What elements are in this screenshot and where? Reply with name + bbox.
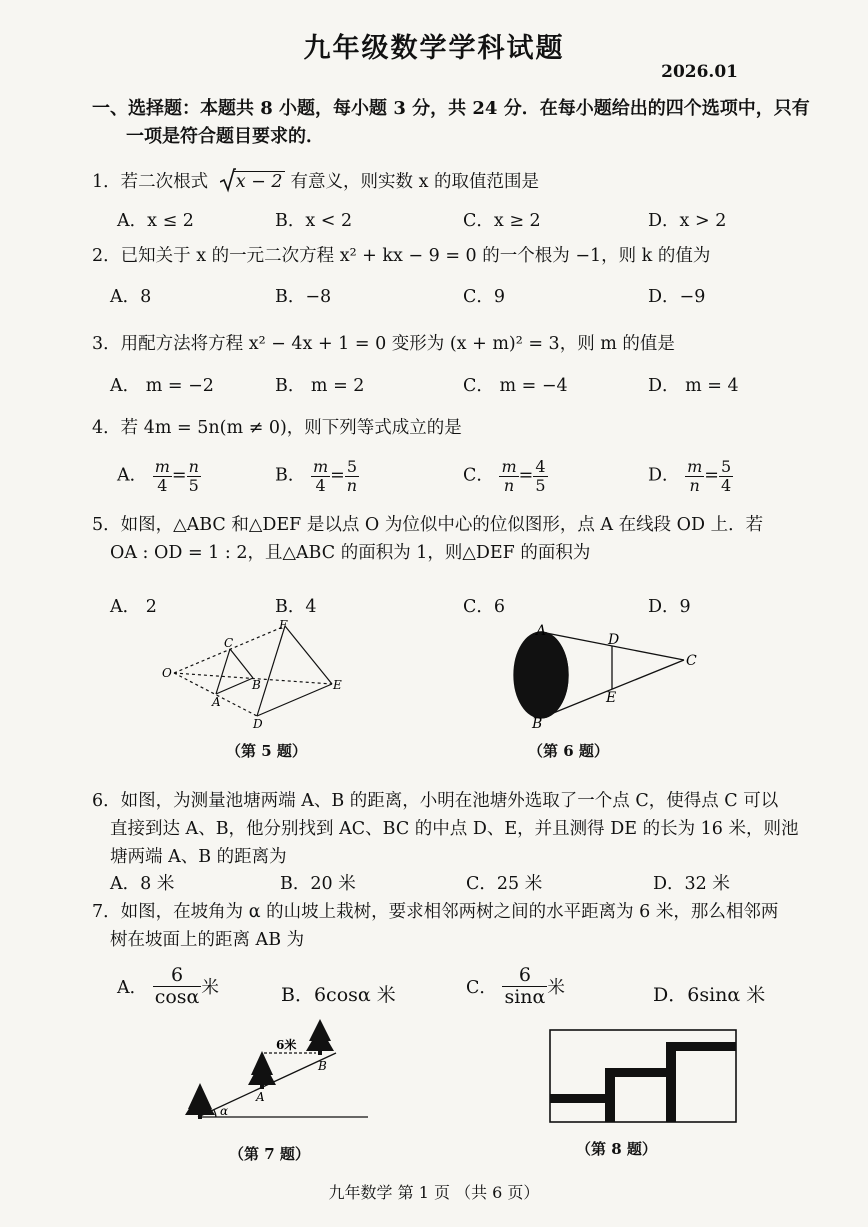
- question-number: 6．: [92, 791, 121, 811]
- figure-8-caption: （第 8 题）: [576, 1140, 657, 1158]
- q4-option-a[interactable]: A． $\frac{m}{4}$ = $\frac{n}{5}$: [117, 457, 199, 495]
- denominator: 5: [188, 475, 199, 495]
- page-title: 九年级数学学科试题: [303, 33, 565, 64]
- q6-option-b[interactable]: B．20 米: [280, 874, 356, 894]
- q6-option-d[interactable]: D．32 米: [653, 874, 730, 894]
- fraction: [685, 458, 704, 494]
- fraction: [499, 458, 518, 494]
- fraction: [345, 458, 359, 494]
- point-label-o: O: [162, 666, 172, 680]
- figure-5-caption: （第 5 题）: [226, 742, 307, 760]
- figure-6-caption: （第 6 题）: [528, 742, 609, 760]
- option-label: D．: [653, 984, 688, 1006]
- point-label-d: D: [608, 632, 620, 648]
- question-2: [92, 242, 710, 267]
- point-label-f: F: [279, 618, 288, 632]
- point-label-e: E: [606, 690, 617, 706]
- q4-option-c[interactable]: C． $\frac{m}{n}$ = $\frac{4}{5}$: [463, 457, 546, 495]
- unit: 米: [547, 977, 565, 998]
- radical-expression: [220, 172, 285, 192]
- point-label-c: C: [224, 636, 234, 650]
- radicand: x − 2: [235, 172, 283, 192]
- exam-date: 2026.01: [661, 62, 738, 82]
- option-text: 6cosα 米: [313, 984, 396, 1006]
- point-label-e: E: [333, 678, 342, 692]
- figure-6-diagram: [500, 618, 710, 733]
- question-6-line2: 直接到达 A、B，他分别找到 AC、BC 的中点 D、E，并且测得 DE 的长为 16 米，则池: [110, 819, 799, 839]
- numerator: 6: [153, 965, 202, 987]
- q4-option-b[interactable]: B． $\frac{m}{4}$ = $\frac{5}{n}$: [275, 457, 358, 495]
- figure-5-diagram: [160, 618, 360, 733]
- q2-option-b[interactable]: B．−8: [275, 287, 332, 307]
- question-stem: 用配方法将方程 x² − 4x + 1 = 0 变形为 (x + m)² = 3，则 m 的值是: [120, 334, 675, 354]
- angle-label-alpha: α: [220, 1104, 229, 1118]
- denominator: 4: [315, 475, 326, 495]
- tree-icon: [248, 1051, 276, 1089]
- q4-option-d[interactable]: D． $\frac{m}{n}$ = $\frac{5}{4}$: [648, 457, 732, 495]
- question-number: 4．: [92, 418, 121, 438]
- numerator: 5: [345, 458, 359, 477]
- numerator: 5: [720, 457, 732, 476]
- q5-option-c[interactable]: C．6: [463, 597, 506, 617]
- point-label-a: A: [256, 1090, 265, 1104]
- distance-label: 6米: [276, 1038, 297, 1052]
- denominator: 4: [720, 475, 732, 495]
- q5-option-d[interactable]: D．9: [648, 597, 691, 617]
- q7-option-c[interactable]: [466, 965, 565, 1008]
- question-stem-cont: 有意义，则实数 x 的取值范围是: [290, 172, 540, 192]
- point-label-b: B: [252, 678, 261, 692]
- fraction: [153, 458, 172, 494]
- point-label-b: B: [532, 716, 543, 732]
- q3-option-a[interactable]: A． m = −2: [110, 376, 214, 396]
- option-text: 6sinα 米: [687, 984, 766, 1006]
- question-number: 1．: [92, 172, 121, 192]
- q5-option-a[interactable]: A． 2: [110, 597, 157, 617]
- question-7: [92, 898, 778, 923]
- numerator: m: [312, 457, 329, 476]
- radical-sign: [220, 168, 236, 194]
- fraction: [533, 458, 547, 494]
- question-1: [92, 168, 539, 193]
- q7-option-a[interactable]: [117, 965, 219, 1008]
- q2-option-a[interactable]: A．8: [110, 287, 152, 307]
- question-7-line2: 树在坡面上的距离 AB 为: [110, 930, 305, 950]
- numerator: m: [154, 457, 170, 476]
- q5-option-b[interactable]: B．4: [275, 597, 317, 617]
- question-stem: 如图，在坡角为 α 的山坡上栽树，要求相邻两树之间的水平距离为 6 米，那么相邻两: [120, 902, 779, 922]
- section-heading-line1: 一、选择题：本题共 8 小题，每小题 3 分，共 24 分．在每小题给出的四个选项中，只有: [92, 98, 810, 119]
- option-label: A．: [117, 465, 148, 486]
- point-label-d: D: [253, 717, 263, 731]
- figure-7-diagram: [180, 1015, 370, 1125]
- point-label-b: B: [318, 1059, 327, 1073]
- question-5: [92, 511, 763, 536]
- q7-option-b[interactable]: [281, 980, 396, 1007]
- denominator: cosα: [154, 985, 200, 1008]
- numerator: 4: [535, 457, 546, 476]
- q1-option-d[interactable]: D．x > 2: [648, 211, 727, 231]
- point-label-a: A: [536, 623, 547, 639]
- point-label-c: C: [686, 653, 697, 669]
- fraction: [187, 458, 201, 494]
- denominator: sinα: [504, 985, 546, 1008]
- question-4: [92, 414, 462, 439]
- question-stem: 已知关于 x 的一元二次方程 x² + kx − 9 = 0 的一个根为 −1，则 k 的值为: [120, 246, 711, 266]
- question-6-line3: 塘两端 A、B 的距离为: [110, 847, 287, 867]
- question-6: [92, 787, 778, 812]
- numerator: m: [687, 457, 703, 476]
- question-stem: 如图，为测量池塘两端 A、B 的距离，小明在池塘外选取了一个点 C，使得点 C 可以: [120, 791, 779, 811]
- numerator: m: [501, 457, 517, 476]
- q3-option-c[interactable]: C． m = −4: [463, 376, 568, 396]
- option-label: C．: [463, 465, 494, 486]
- point-label-a: A: [212, 695, 221, 709]
- question-3: [92, 330, 675, 355]
- question-5-line2: OA : OD = 1 : 2，且△ABC 的面积为 1，则△DEF 的面积为: [110, 543, 591, 563]
- question-stem: 若二次根式: [120, 172, 209, 192]
- section-heading-line2: 一项是符合题目要求的．: [126, 126, 324, 147]
- fraction: [153, 965, 202, 1008]
- question-number: 7．: [92, 902, 121, 922]
- denominator: n: [346, 475, 358, 495]
- question-stem: 若 4m = 5n(m ≠ 0)，则下列等式成立的是: [120, 418, 462, 438]
- q7-option-d[interactable]: [653, 980, 765, 1007]
- option-label: B．: [281, 984, 314, 1006]
- q1-option-b[interactable]: B．x < 2: [275, 211, 353, 231]
- denominator: 5: [535, 475, 546, 495]
- q3-option-d[interactable]: D． m = 4: [648, 376, 739, 396]
- option-label: B．: [275, 465, 306, 486]
- option-label: A．: [117, 977, 148, 998]
- q1-option-c[interactable]: C．x ≥ 2: [463, 211, 541, 231]
- fraction: [719, 458, 733, 494]
- tree-icon: [185, 1083, 215, 1119]
- q6-option-a[interactable]: A．8 米: [110, 874, 175, 894]
- figure-7-caption: （第 7 题）: [229, 1145, 310, 1163]
- option-label: D．: [648, 465, 680, 486]
- question-number: 5．: [92, 515, 121, 535]
- q6-option-c[interactable]: C．25 米: [466, 874, 543, 894]
- denominator: 4: [157, 475, 168, 495]
- tree-icon: [306, 1019, 334, 1055]
- q2-option-c[interactable]: C．9: [463, 287, 506, 307]
- denominator: n: [503, 475, 515, 495]
- page-footer: 九年数学 第 1 页 （共 6 页）: [328, 1183, 540, 1202]
- question-number: 2．: [92, 246, 121, 266]
- fraction: [311, 458, 330, 494]
- question-number: 3．: [92, 334, 121, 354]
- denominator: n: [689, 475, 700, 495]
- option-label: C．: [466, 977, 497, 998]
- numerator: n: [188, 457, 199, 476]
- numerator: 6: [502, 965, 547, 987]
- figure-8-diagram: [548, 1028, 740, 1126]
- q3-option-b[interactable]: B． m = 2: [275, 376, 365, 396]
- question-stem: 如图，△ABC 和△DEF 是以点 O 为位似中心的位似图形，点 A 在线段 OD 上．若: [120, 515, 764, 535]
- q1-option-a[interactable]: A．x ≤ 2: [117, 211, 194, 231]
- q2-option-d[interactable]: D．−9: [648, 287, 706, 307]
- unit: 米: [201, 977, 219, 998]
- fraction: [502, 965, 547, 1008]
